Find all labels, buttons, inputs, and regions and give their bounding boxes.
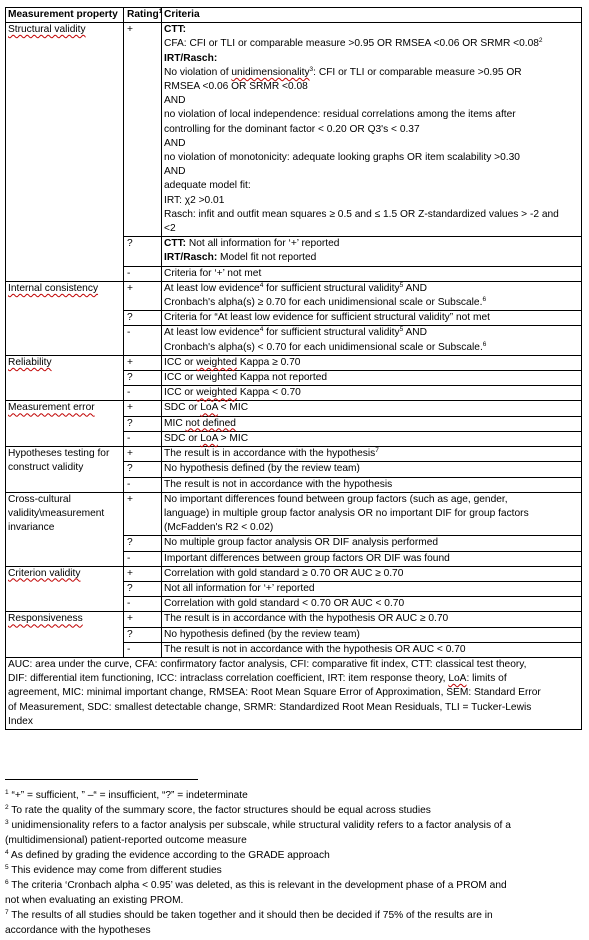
criteria-text: No important differences found between group factors (such as age, gender, [164,493,508,505]
property-name: Responsiveness [8,613,83,625]
criteria-text: IRT/Rasch: [164,52,218,64]
property-cell [6,566,124,612]
rating-cell: + [124,612,162,627]
criteria-text: language) in multiple group factor analysis OR no important DIF for group factors [164,507,529,519]
criteria-cell [162,355,582,370]
criteria-text: LoA [200,432,218,444]
header-criteria: Criteria [162,8,582,23]
footnote-line [5,908,583,923]
criteria-cell [162,311,582,326]
table-body [6,23,582,658]
footnote-text: not when evaluating an existing PROM. [5,895,184,906]
property-name: Reliability [8,356,52,368]
property-cell [6,447,124,493]
criteria-line [164,478,580,492]
criteria-text: At least low evidence [164,282,260,294]
rating-cell: ? [124,237,162,266]
criteria-cell [162,566,582,581]
rating-cell: ? [124,371,162,386]
criteria-line [164,401,580,415]
criteria-text: The result is in accordance with the hypothesis OR AUC ≥ 0.70 [164,613,449,625]
criteria-cell [162,642,582,657]
criteria-line [164,108,580,122]
footnote-ref: 7 [5,909,9,916]
table-row [6,447,582,462]
rating-cell: + [124,355,162,370]
criteria-text: LoA [200,402,218,414]
abbreviation-text: Index [8,715,33,727]
criteria-line [164,296,580,310]
criteria-line [164,447,580,461]
rating-cell: - [124,326,162,355]
footnote-text: The criteria ‘Cronbach alpha < 0.95’ was deleted, as this is relevant in the development phase of a PROM and [8,880,507,891]
document [5,7,581,730]
footnote-ref: 4 [5,849,9,856]
criteria-cell [162,612,582,627]
criteria-cell [162,492,582,536]
criteria-line [164,94,580,108]
criteria-cell [162,477,582,492]
rating-cell: ? [124,311,162,326]
criteria-line [164,341,580,355]
criteria-text: No violation of [164,66,232,78]
criteria-line [164,432,580,446]
table-row [6,492,582,536]
criteria-text: Correlation with gold standard < 0.70 OR AUC < 0.70 [164,598,405,610]
criteria-line [164,52,580,66]
rating-cell: ? [124,581,162,596]
footnote-line [5,893,583,908]
abbreviation-text: of Measurement, SDC: smallest detectable change, SRMR: Standardized Root Mean Residuals, TLI = Tucker-Lewis [8,701,532,713]
footnote-ref: 4 [259,281,264,289]
criteria-cell [162,386,582,401]
criteria-cell [162,281,582,310]
criteria-line [164,251,580,265]
table-row [6,281,582,310]
footnote-ref: 2 [5,804,9,811]
criteria-text: no violation of monotonicity: adequate looking graphs OR item scalability >0.30 [164,152,520,164]
criteria-cell [162,237,582,266]
property-cell [6,355,124,401]
table-header-row [6,8,582,23]
criteria-text: MIC [164,417,186,429]
criteria-cell [162,326,582,355]
header-rating-footnote-ref: 1 [158,8,163,15]
criteria-line [164,493,580,507]
footnote-ref: 4 [259,326,264,334]
criteria-text: Kappa ≥ 0.70 [237,356,301,368]
criteria-cell [162,371,582,386]
footnote-text: The results of all studies should be taken together and it should then be decided if 75% of the results are in [8,910,493,921]
criteria-text: Model fit not reported [217,252,317,264]
criteria-cell [162,431,582,446]
rating-cell: - [124,266,162,281]
criteria-line [164,612,580,626]
property-name: Cross-cultural validity\measurement invariance [8,493,105,534]
rating-cell: + [124,23,162,237]
rating-cell: - [124,642,162,657]
abbreviation-text: agreement, MIC: minimal important change, RMSEA: Root Mean Square Error of Approximation, SEM: Standard Error [8,687,541,699]
footnote-separator [5,779,198,780]
criteria-line [164,567,580,581]
criteria-text: Criteria for ‘+’ not met [164,267,262,279]
footnote-line [5,803,583,818]
criteria-text: > MIC [217,432,249,444]
criteria-line [164,267,580,281]
criteria-cell [162,581,582,596]
criteria-text: AND [403,282,427,294]
criteria-text: CTT: [164,238,187,250]
criteria-text: Rasch: infit and outfit mean squares ≥ 0.5 and ≤ 1.5 OR Z-standardized values > -2 and [164,208,559,220]
footnote-ref: 6 [5,879,9,886]
criteria-cell [162,447,582,462]
criteria-line [164,37,580,51]
criteria-text: ICC or [164,387,197,399]
criteria-text: The result is not in accordance with the hypothesis OR AUC < 0.70 [164,643,466,655]
criteria-cell [162,401,582,416]
criteria-line [164,151,580,165]
criteria-text: unidimensionality [231,66,310,78]
abbreviations-cell [6,657,582,729]
abbreviations-row [6,657,582,729]
criteria-text: No hypothesis defined (by the review team) [164,463,360,475]
criteria-text: CFA: CFI or TLI or comparable measure >0.95 OR RMSEA <0.06 OR SRMR <0.08 [164,38,539,50]
criteria-text: Correlation with gold standard ≥ 0.70 OR AUC ≥ 0.70 [164,567,404,579]
rating-cell: ? [124,536,162,551]
rating-cell: + [124,447,162,462]
header-rating-label: Rating [127,9,159,20]
criteria-line [164,237,580,251]
abbreviation-text: AUC: area under the curve, CFA: confirmatory factor analysis, CFI: comparative fit index, CTT: classical test theory, [8,658,527,670]
criteria-line [164,417,580,431]
criteria-line [164,643,580,657]
criteria-text: The result is in accordance with the hypothesis [164,448,376,460]
footnote-ref: 5 [5,864,9,871]
criteria-line [164,597,580,611]
criteria-text: IRT/Rasch: [164,252,218,264]
footnote-text: This evidence may come from different studies [8,865,222,876]
criteria-text: for sufficient structural validity [263,282,400,294]
abbreviation-line [8,686,577,700]
criteria-line [164,179,580,193]
criteria-text: No multiple group factor analysis OR DIF analysis performed [164,537,439,549]
criteria-text: ICC or weighted Kappa not reported [164,372,328,384]
header-measurement-property: Measurement property [6,8,124,23]
criteria-cell [162,627,582,642]
property-cell [6,401,124,447]
criteria-line [164,23,580,37]
abbreviation-text: LoA [448,673,467,685]
criteria-text: Not all information for ‘+’ reported [164,582,315,594]
rating-cell: + [124,401,162,416]
criteria-text: RMSEA <0.06 OR SRMR <0.08 [164,81,308,93]
criteria-line [164,356,580,370]
footnote-ref: 5 [399,281,404,289]
table-row [6,612,582,627]
property-name: Measurement error [8,402,95,414]
abbreviation-text: : limits of [466,673,507,685]
rating-cell: ? [124,416,162,431]
criteria-line [164,521,580,535]
criteria-text: controlling for the dominant factor < 0.20 OR Q3's < 0.37 [164,123,420,135]
property-cell [6,612,124,658]
footnote-text: To rate the quality of the summary score, the factor structures should be equal across studies [8,805,431,816]
property-name: Internal consistency [8,282,99,294]
criteria-text: not defined [185,417,236,429]
abbreviation-text: DIF: differential item functioning, ICC: intraclass correlation coefficient, IRT: item response theory, [8,673,449,685]
abbreviation-line [8,672,577,686]
criteria-cell [162,597,582,612]
criteria-text: AND [164,166,186,178]
criteria-text: < MIC [217,402,249,414]
footnote-line [5,833,583,848]
footnote-ref: 3 [5,819,9,826]
footnote-text: unidimensionality refers to a factor analysis per subscale, while structural validity refers to a factor analysis of a [8,820,511,831]
criteria-line [164,552,580,566]
rating-cell: - [124,431,162,446]
footnote-ref: 6 [482,296,487,304]
criteria-text: AND [164,137,186,149]
criteria-line [164,462,580,476]
criteria-line [164,194,580,208]
criteria-table [5,7,582,730]
footnote-line [5,788,583,803]
criteria-line [164,628,580,642]
criteria-line [164,371,580,385]
criteria-text: : CFI or TLI or comparable measure >0.95 OR [313,66,522,78]
abbreviation-line [8,701,577,715]
criteria-text: SDC or [164,432,201,444]
criteria-text: SDC or [164,402,201,414]
criteria-text: Not all information for ‘+’ reported [186,238,340,250]
criteria-text: AND [164,95,186,107]
criteria-cell [162,23,582,237]
criteria-text: weighted [196,356,238,368]
table-row [6,355,582,370]
rating-cell: - [124,597,162,612]
criteria-cell [162,536,582,551]
abbreviation-line [8,715,577,729]
footnote-ref: 3 [309,65,314,73]
criteria-text: Important differences between group factors OR DIF was found [164,552,450,564]
criteria-line [164,507,580,521]
criteria-cell [162,416,582,431]
footnote-ref: 2 [538,37,543,45]
criteria-text: <2 [164,223,176,235]
criteria-text: adequate model fit: [164,180,251,192]
property-cell [6,281,124,355]
criteria-line [164,326,580,340]
criteria-text: (McFadden's R2 < 0.02) [164,522,274,534]
footnote-text: “+” = sufficient, ” –“ = insufficient, “?” = indeterminate [8,790,248,801]
footnote-line [5,878,583,893]
footnote-ref: 7 [375,447,379,455]
header-rating [124,8,162,23]
footnote-ref: 5 [399,326,404,334]
criteria-text: AND [403,327,427,339]
abbreviation-line [8,658,577,672]
table-row [6,401,582,416]
criteria-text: Cronbach's alpha(s) < 0.70 for each unidimensional scale or Subscale. [164,341,483,353]
criteria-cell [162,266,582,281]
criteria-text: IRT: χ2 >0.01 [164,194,225,206]
property-name: Hypotheses testing for construct validity [8,448,110,474]
criteria-text: weighted [196,387,238,399]
criteria-text: No hypothesis defined (by the review team) [164,628,360,640]
criteria-text: ICC or [164,356,197,368]
criteria-cell [162,551,582,566]
property-name: Structural validity [8,24,86,36]
table-row [6,566,582,581]
criteria-text: At least low evidence [164,327,260,339]
property-name: Criterion validity [8,567,81,579]
criteria-text: CTT: [164,24,187,36]
criteria-line [164,123,580,137]
criteria-cell [162,462,582,477]
rating-cell: + [124,281,162,310]
footnote-line [5,848,583,863]
rating-cell: - [124,551,162,566]
footnote-text: As defined by grading the evidence according to the GRADE approach [8,850,330,861]
criteria-line [164,582,580,596]
criteria-line [164,137,580,151]
rating-cell: + [124,566,162,581]
criteria-text: The result is not in accordance with the hypothesis [164,478,393,490]
property-cell [6,23,124,282]
rating-cell: + [124,492,162,536]
footnote-line [5,818,583,833]
rating-cell: ? [124,627,162,642]
criteria-text: no violation of local independence: residual correlations among the items after [164,109,516,121]
footnote-ref: 6 [482,340,487,348]
table-row [6,23,582,237]
rating-cell: ? [124,462,162,477]
criteria-line [164,282,580,296]
criteria-line [164,222,580,236]
criteria-line [164,208,580,222]
footnote-ref: 1 [5,789,9,796]
criteria-line [164,311,580,325]
footnote-text: accordance with the hypotheses [5,925,151,936]
footnote-line [5,863,583,878]
property-cell [6,492,124,566]
criteria-line [164,80,580,94]
footnote-text: (multidimensional) patient-reported outcome measure [5,835,247,846]
criteria-text: Kappa < 0.70 [237,387,301,399]
criteria-text: Cronbach's alpha(s) ≥ 0.70 for each unidimensional scale or Subscale. [164,297,483,309]
criteria-text: Criteria for “At least low evidence for sufficient structural validity” not met [164,312,490,324]
criteria-line [164,386,580,400]
footnotes [5,788,583,938]
criteria-line [164,165,580,179]
rating-cell: - [124,386,162,401]
criteria-line [164,66,580,80]
rating-cell: - [124,477,162,492]
criteria-text: for sufficient structural validity [263,327,400,339]
criteria-line [164,536,580,550]
footnote-line [5,923,583,938]
